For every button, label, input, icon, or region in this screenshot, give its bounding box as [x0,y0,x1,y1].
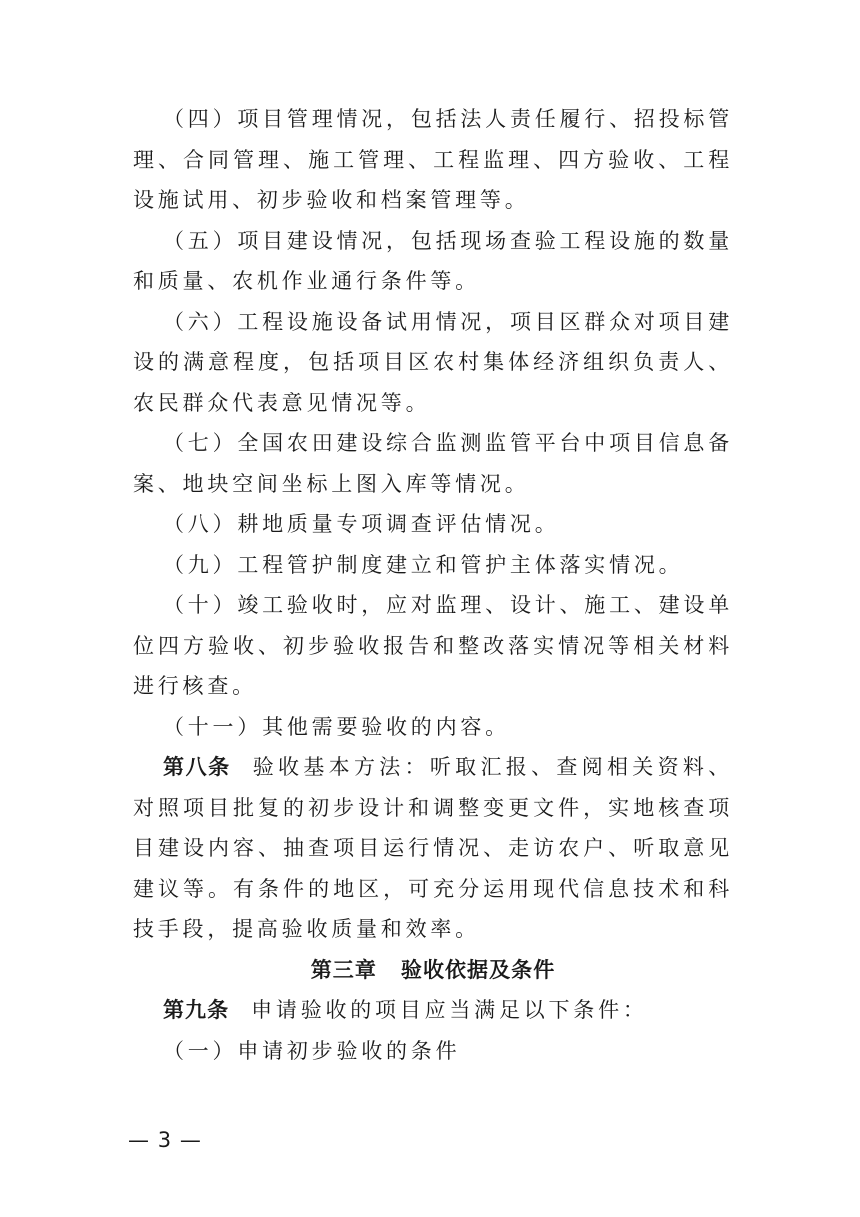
item-6: （六）工程设施设备试用情况，项目区群众对项目建设的满意程度，包括项目区农村集体经济组织负责人、农民群众代表意见情况等。 [133,309,733,415]
chapter-title: 验收依据及条件 [400,957,556,982]
article-8 [133,747,733,950]
condition-item-1: （一）申请初步验收的条件 [163,1038,461,1063]
article-9 [133,990,733,1031]
item-7: （七）全国农田建设综合监测监管平台中项目信息备案、地块空间坐标上图入库等情况。 [133,431,733,496]
item-9: （九）工程管护制度建立和管护主体落实情况。 [163,552,684,577]
item-11: （十一）其他需要验收的内容。 [163,714,510,739]
article-8-label: 第八条 [163,755,231,779]
article-8-text: 验收基本方法：听取汇报、查阅相关资料、对照项目批复的初步设计和调整变更文件，实地核查项目建设内容、抽查项目运行情况、走访农户、听取意见建议等。有条件的地区，可充分运用现代信息技术和科技手段，提高验收质量和效率。 [133,755,733,941]
body-text [133,99,733,1071]
article-9-label: 第九条 [163,998,230,1022]
item-4: （四）项目管理情况，包括法人责任履行、招投标管理、合同管理、施工管理、工程监理、四方验收、工程设施试用、初步验收和档案管理等。 [133,107,733,212]
item-8: （八）耕地质量专项调查评估情况。 [163,512,560,536]
item-10: （十）竣工验收时，应对监理、设计、施工、建设单位四方验收、初步验收报告和整改落实情况等相关材料进行核查。 [133,593,733,698]
article-9-text: 申请验收的项目应当满足以下条件： [251,998,648,1022]
chapter-heading [133,950,733,991]
item-5: （五）项目建设情况，包括现场查验工程设施的数量和质量、农机作业通行条件等。 [133,228,733,293]
chapter-number: 第三章 [310,957,377,982]
page-number: — 3 — [128,1128,202,1152]
